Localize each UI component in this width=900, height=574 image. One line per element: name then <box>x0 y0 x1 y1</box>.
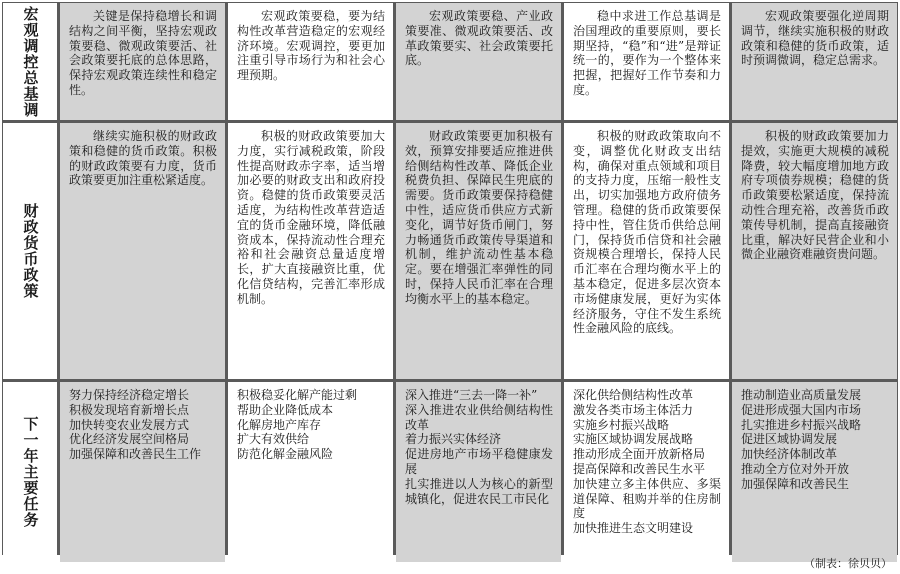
fiscal-monetary-cell-5: 积极的财政政策要加力提效，实施更大规模的减税降费，较大幅度增加地方政府专项债券规模；稳健的货币政策要松紧适度，保持流动性合理充裕，改善货币政策传导机制，提高直接融资比重，解决好民营企业和小微企业融资难融资贵问题。 <box>732 123 897 379</box>
row-header-main-tasks: 下一年主要任务 <box>3 382 57 562</box>
macro-tone-cell-5: 宏观政策要强化逆周期调节，继续实施积极的财政政策和稳健的货币政策，适时预调微调，稳定总需求。 <box>732 3 897 120</box>
main-tasks-cell-4: 深化供给侧结构性改革 激发各类市场主体活力 实施乡村振兴战略 实施区域协调发展战略 推动形成全面开放新格局 提高保障和改善民生水平 加快建立多主体供应、多渠道保障、租购并举的住房制度 加快推进生态文明建设 <box>564 382 729 562</box>
fiscal-monetary-cell-4: 积极的财政政策取向不变，调整优化财政支出结构，确保对重点领域和项目的支持力度，压缩一般性支出，切实加强地方政府债务管理。稳健的货币政策要保持中性，管住货币供给总闸门，保持货币信贷和社会融资规模合理增长，保持人民币汇率在合理均衡水平上的基本稳定，促进多层次资本市场健康发展，更好为实体经济服务，守住不发生系统性金融风险的底线。 <box>564 123 729 379</box>
fiscal-monetary-cell-3: 财政政策要更加积极有效，预算安排要适应推进供给侧结构性改革、降低企业税费负担、保障民生兜底的需要。货币政策要保持稳健中性，适应货币供应方式新变化，调节好货币闸门，努力畅通货币政策传导渠道和机制，维护流动性基本稳定。要在增强汇率弹性的同时，保持人民币汇率在合理均衡水平上的基本稳定。 <box>396 123 561 379</box>
fiscal-monetary-cell-2: 积极的财政政策要加大力度，实行减税政策，阶段性提高财政赤字率，适当增加必要的财政支出和政府投资。稳健的货币政策要灵活适度，为结构性改革营造适宜的货币金融环境，降低融资成本，保持流动性合理充裕和社会融资总量适度增长，扩大直接融资比重，优化信贷结构，完善汇率形成机制。 <box>228 123 393 379</box>
main-tasks-cell-3: 深入推进“三去一降一补” 深入推进农业供给侧结构性改革 着力振兴实体经济 促进房地产市场平稳健康发展 扎实推进以人为核心的新型城镇化，促进农民工市民化 <box>396 382 561 562</box>
row-header-macro-tone: 宏观调控总基调 <box>3 3 57 120</box>
row-header-fiscal-monetary: 财政货币政策 <box>3 123 57 379</box>
macro-tone-cell-2: 宏观政策要稳，要为结构性改革营造稳定的宏观经济环境。宏观调控，要更加注重引导市场行为和社会心理预期。 <box>228 3 393 120</box>
table-credit: （制表：徐贝贝） <box>804 557 892 570</box>
main-tasks-cell-5: 推动制造业高质量发展 促进形成强大国内市场 扎实推进乡村振兴战略 促进区域协调发展 加快经济体制改革 推动全方位对外开放 加强保障和改善民生 <box>732 382 897 562</box>
main-tasks-cell-2: 积极稳妥化解产能过剩 帮助企业降低成本 化解房地产库存 扩大有效供给 防范化解金融风险 <box>228 382 393 562</box>
main-tasks-cell-1: 努力保持经济稳定增长 积极发现培育新增长点 加快转变农业发展方式 优化经济发展空间格局 加强保障和改善民生工作 <box>60 382 225 562</box>
macro-tone-cell-4: 稳中求进工作总基调是治国理政的重要原则，要长期坚持，“稳”和“进”是辩证统一的，要作为一个整体来把握，把握好工作节奏和力度。 <box>564 3 729 120</box>
macro-tone-cell-3: 宏观政策要稳、产业政策要准、微观政策要活、改革政策要实、社会政策要托底。 <box>396 3 561 120</box>
fiscal-monetary-cell-1: 继续实施积极的财政政策和稳健的货币政策。积极的财政政策要有力度，货币政策要更加注重松紧适度。 <box>60 123 225 379</box>
policy-comparison-table <box>2 2 898 555</box>
macro-tone-cell-1: 关键是保持稳增长和调结构之间平衡，坚持宏观政策要稳、微观政策要活、社会政策要托底的总体思路，保持宏观政策连续性和稳定性。 <box>60 3 225 120</box>
